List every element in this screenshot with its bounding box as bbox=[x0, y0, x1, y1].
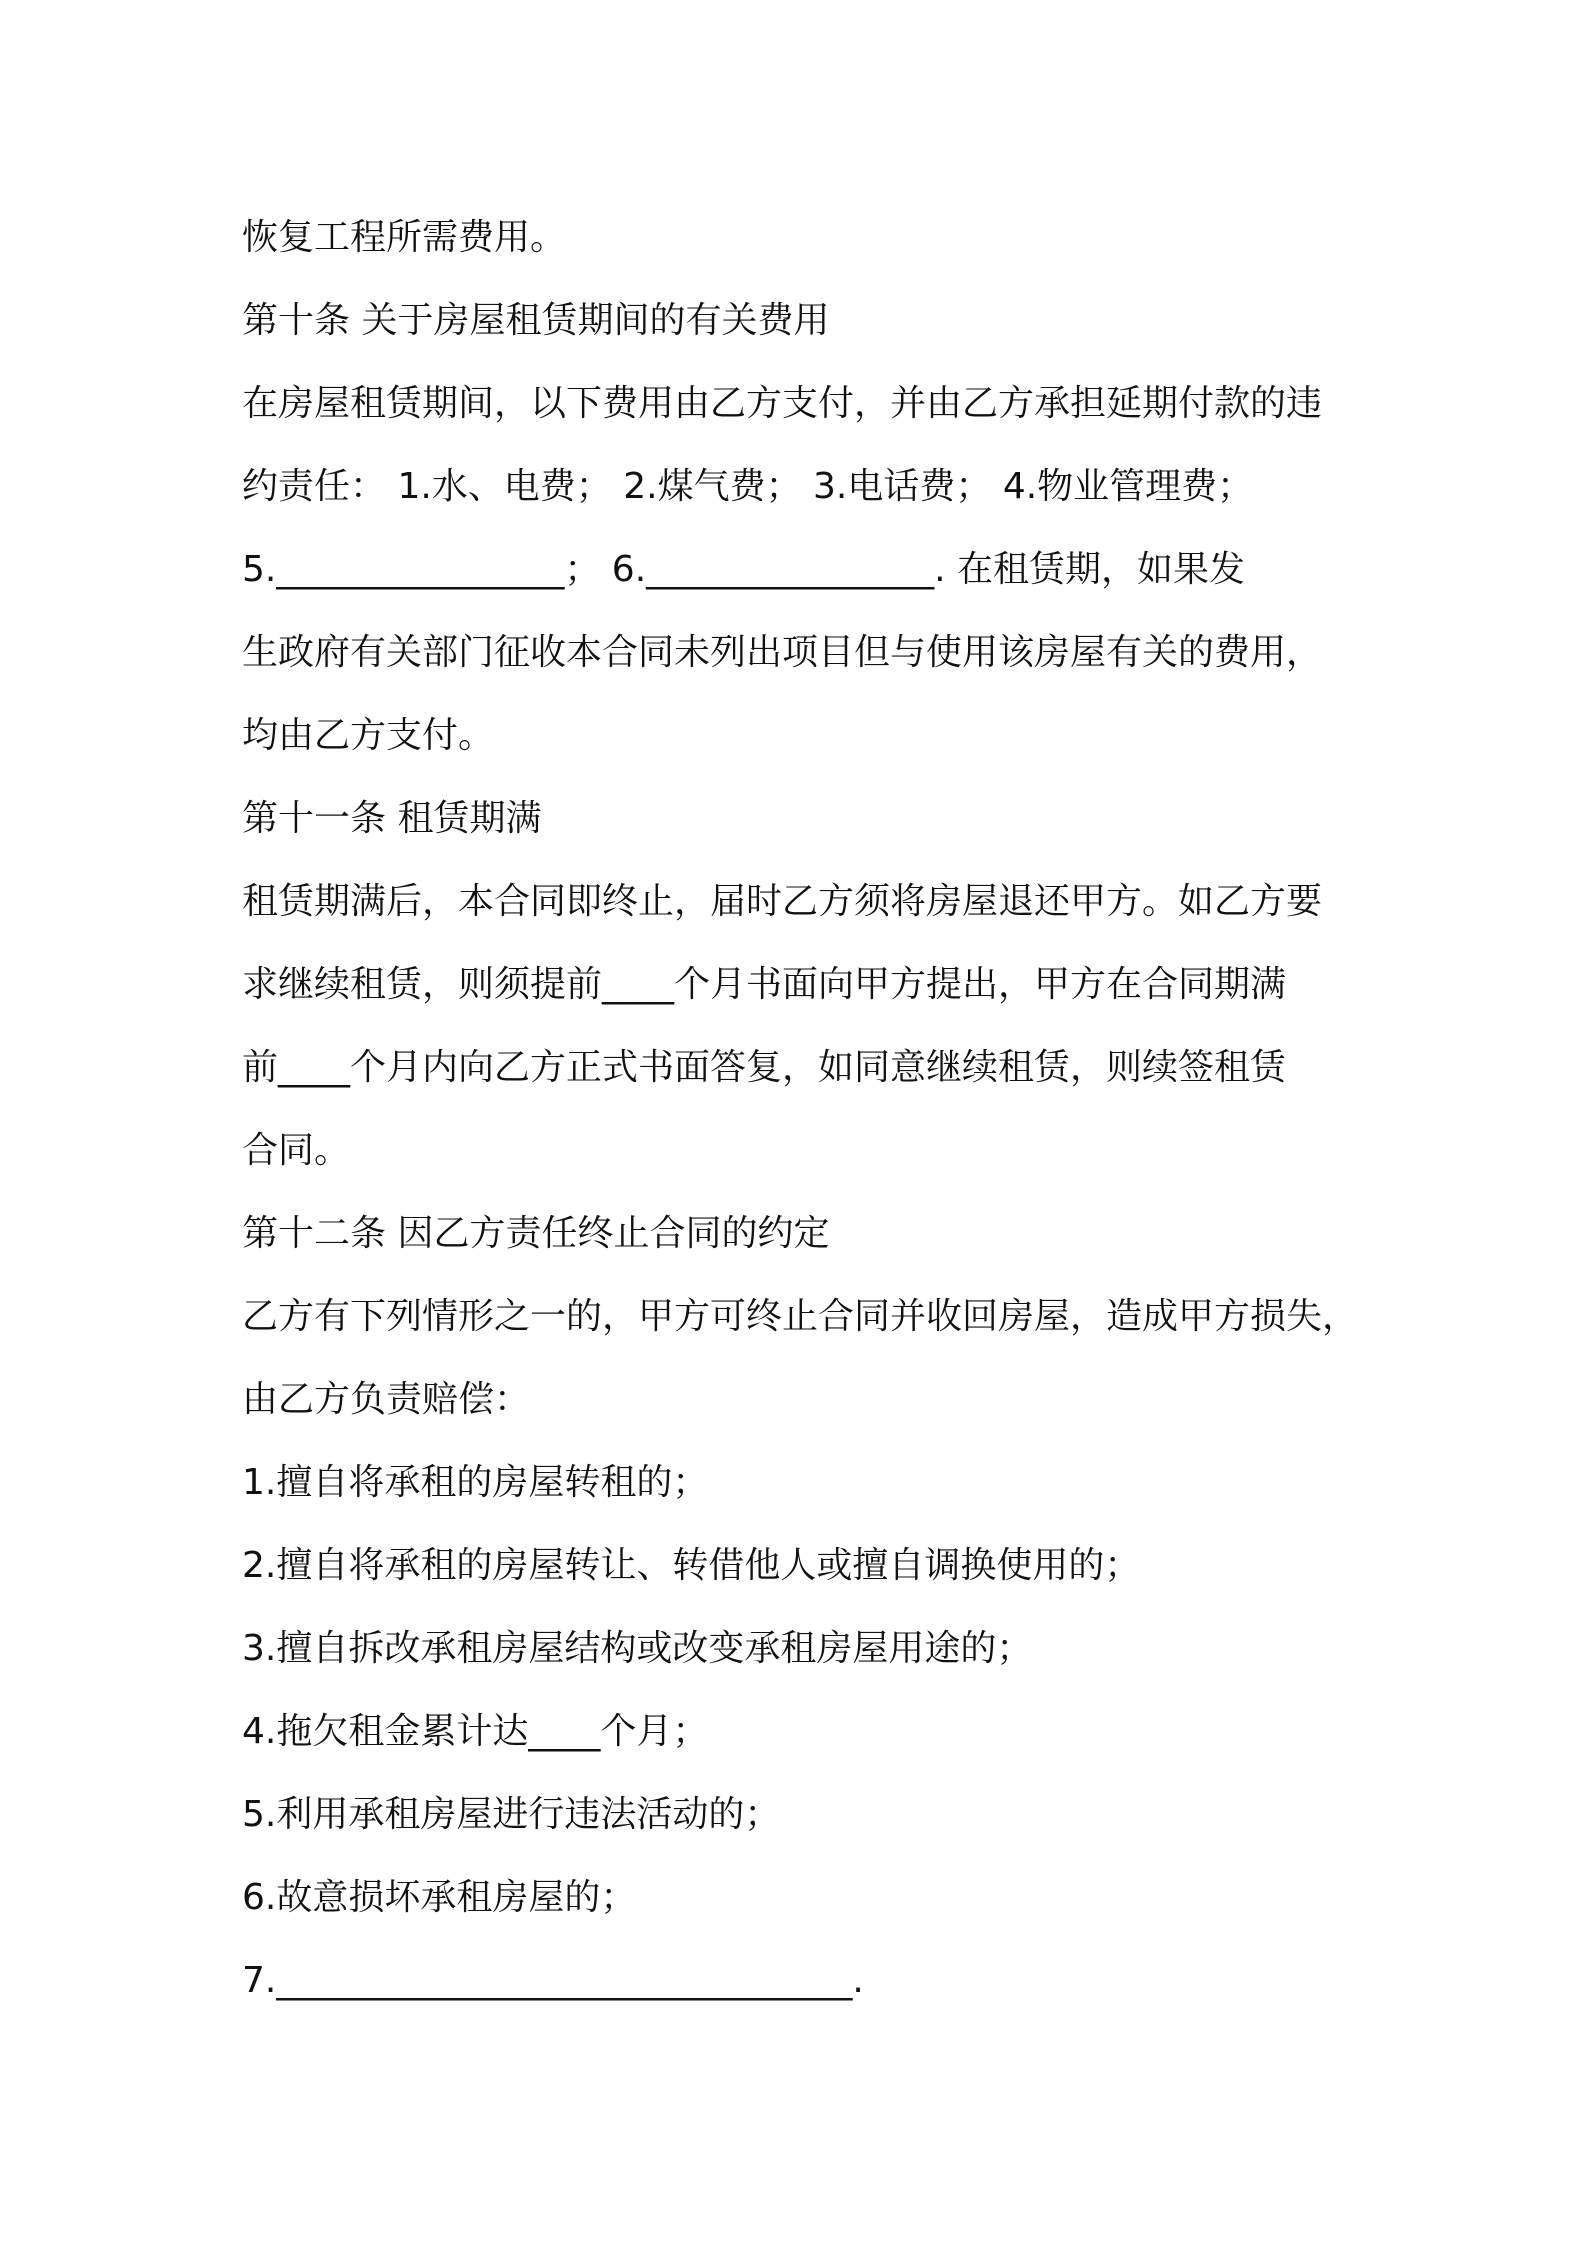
line-text: 生政府有关部门征收本合同未列出项目但与使用该房屋有关的费用， bbox=[242, 632, 1323, 673]
paragraph-line bbox=[242, 611, 1362, 694]
paragraph-line bbox=[242, 694, 1362, 777]
line-text: 5.利用承租房屋进行违法活动的； bbox=[242, 1794, 781, 1835]
line-text: 租赁期满后，本合同即终止，届时乙方须将房屋退还甲方。如乙方要 bbox=[242, 881, 1323, 922]
paragraph-line bbox=[242, 1275, 1362, 1358]
list-item bbox=[242, 1939, 1362, 2022]
paragraph-line bbox=[242, 528, 1362, 611]
line-text: 前____个月内向乙方正式书面答复，如同意继续租赁，则续签租赁 bbox=[242, 1047, 1287, 1088]
paragraph-line bbox=[242, 1358, 1362, 1441]
line-text: 合同。 bbox=[242, 1130, 351, 1171]
line-text: 4.拖欠租金累计达____个月； bbox=[242, 1711, 709, 1752]
line-text: 在房屋租赁期间，以下费用由乙方支付，并由乙方承担延期付款的违 bbox=[242, 383, 1323, 424]
list-item bbox=[242, 1773, 1362, 1856]
line-text: 乙方有下列情形之一的，甲方可终止合同并收回房屋，造成甲方损失， bbox=[242, 1296, 1359, 1337]
line-text: 2.擅自将承租的房屋转让、转借他人或擅自调换使用的； bbox=[242, 1545, 1141, 1586]
line-text: 由乙方负责赔偿： bbox=[242, 1379, 531, 1420]
paragraph-line bbox=[242, 1026, 1362, 1109]
line-text: 5.________________； 6.________________. 在租赁期，如果发 bbox=[242, 549, 1246, 590]
paragraph-line bbox=[242, 1109, 1362, 1192]
paragraph-line bbox=[242, 196, 1362, 279]
line-text: 第十条 关于房屋租赁期间的有关费用 bbox=[242, 300, 830, 341]
article-12-heading bbox=[242, 1192, 1362, 1275]
paragraph-line bbox=[242, 860, 1362, 943]
article-11-heading bbox=[242, 777, 1362, 860]
line-text: 1.擅自将承租的房屋转租的； bbox=[242, 1462, 709, 1503]
line-text: 第十二条 因乙方责任终止合同的约定 bbox=[242, 1213, 830, 1254]
list-item bbox=[242, 1690, 1362, 1773]
paragraph-line bbox=[242, 445, 1362, 528]
list-item bbox=[242, 1856, 1362, 1939]
line-text: 3.擅自拆改承租房屋结构或改变承租房屋用途的； bbox=[242, 1628, 1033, 1669]
line-text: 第十一条 租赁期满 bbox=[242, 798, 542, 839]
line-text: 7.________________________________. bbox=[242, 1960, 864, 2001]
list-item bbox=[242, 1441, 1362, 1524]
paragraph-line bbox=[242, 943, 1362, 1026]
list-item bbox=[242, 1524, 1362, 1607]
list-item bbox=[242, 1607, 1362, 1690]
contract-text bbox=[242, 196, 1362, 2022]
line-text: 6.故意损坏承租房屋的； bbox=[242, 1877, 637, 1918]
line-text: 约责任： 1.水、电费； 2.煤气费； 3.电话费； 4.物业管理费； bbox=[242, 466, 1254, 507]
line-text: 均由乙方支付。 bbox=[242, 715, 495, 756]
article-10-heading bbox=[242, 279, 1362, 362]
line-text: 恢复工程所需费用。 bbox=[242, 217, 567, 258]
paragraph-line bbox=[242, 362, 1362, 445]
line-text: 求继续租赁，则须提前____个月书面向甲方提出，甲方在合同期满 bbox=[242, 964, 1287, 1005]
